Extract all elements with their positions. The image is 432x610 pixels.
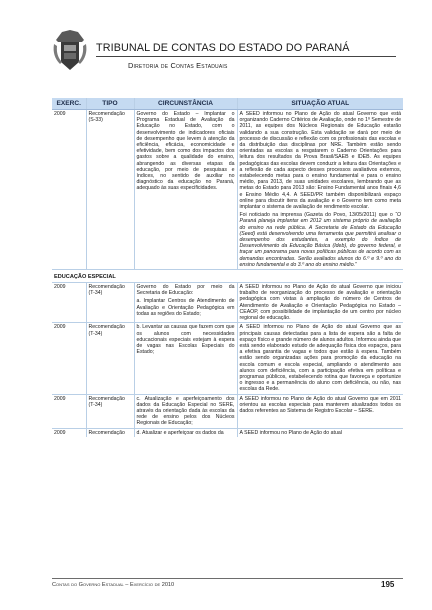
footer-divider	[52, 578, 403, 579]
column-header-year: EXERC.	[52, 98, 86, 110]
cell-type: Recomendação (T-34)	[86, 283, 134, 323]
page-number: 195	[381, 580, 395, 589]
cell-circumstance: b. Levantar as causas que fazem com que os alunos com necessidades educacionais especiais estejam à espera de vagas nas Escolas Especiais do Estado;	[134, 323, 237, 394]
organization-title: TRIBUNAL DE CONTAS DO ESTADO DO PARANÁ	[96, 42, 350, 54]
cell-type: Recomendação (S-33)	[86, 110, 134, 270]
cell-situation: A SEED informou no Plano de Ação do atual Governo que iniciou trabalho de reorganização do processo de avaliação e orientação pedagógica com vistas à ampliação do número de Centros de Atendimento de Avaliação e Orientação Pedagógica no Estado – CEAOP, com possibilidade de implantação de um centro por núcleo regional de educação.	[237, 283, 403, 323]
section-heading-row	[52, 270, 403, 283]
cell-type: Recomendação (T-34)	[86, 323, 134, 394]
situation-paragraph	[240, 212, 402, 268]
circumstance-paragraph: a. Implantar Centros de Atendimento de Avaliação e Orientação Pedagógica em todas as regiões do Estado;	[136, 298, 235, 317]
cell-circumstance	[134, 283, 237, 323]
column-header-type: TIPO	[86, 98, 134, 110]
table-row	[52, 394, 403, 428]
section-heading: EDUCAÇÃO ESPECIAL	[52, 270, 403, 283]
column-header-situation: SITUAÇÃO ATUAL	[237, 98, 403, 110]
table-row	[52, 428, 403, 437]
cell-year: 2009	[52, 283, 86, 323]
table-row	[52, 283, 403, 323]
press-note-lead: Foi noticiado na imprensa (Gazeta do Povo, 13/05/2011) que o	[239, 212, 393, 219]
cell-situation: A SEED informou no Plano de Ação do atual Governo que em 2011 orientou as escolas especiais para manterem atualizados todos os dados referentes ao Sistema de Registro Escolar – SERE.	[237, 394, 403, 428]
recommendations-table	[52, 98, 403, 437]
cell-circumstance: c. Atualização e aperfeiçoamento dos dados da Educação Especial no SERE, através da orientação dada às escolas da rede de ensino pelos dos Núcleos Regionais de Educação;	[134, 394, 237, 428]
press-quote: “O Paraná planeja implantar em 2012 um sistema próprio de avaliação do ensino na rede pública. A Secretaria de Estado da Educação (Seed) está desenvolvendo uma ferramenta que permitirá analisar o desempenho dos estudantes, a exemplo do Índice de Desenvolvimento da Educação Básica (Ideb), do governo federal, e traçar um panorama para novas políticas públicas de acordo com as demandas encontradas. Serão avaliados alunos do 6.º e 9.º ano do ensino fundamental e do 3.º ano do ensino médio.”	[239, 212, 401, 268]
column-header-circumstance: CIRCUNSTÂNCIA	[134, 98, 237, 110]
cell-situation: A SEED informou no Plano de Ação do atual Governo que as principais causas detectadas para a lista de espera são a falta de espaço físico e grande número de alunos adultos. Informou ainda que está sendo elaborado estudo de adequação física dos espaços, para a efetiva garantia de vagas e todos que estão à espera. Também estão sendo organizadas ações para promoção da educação na escola comum e escola especial, ampliando o atendimento aos alunos com deficiência, com a participação efetiva em políticas e programas públicos, estabelecendo rotina que favoreça e oportunize o ingresso e a permanência do aluno com deficiência, ou não, nas escolas da Rede.	[237, 323, 403, 394]
cell-year: 2009	[52, 323, 86, 394]
cell-year: 2009	[52, 428, 86, 437]
cell-type: Recomendação	[86, 428, 134, 437]
state-coat-of-arms-icon	[52, 30, 88, 72]
department-subtitle: Diretoria de Contas Estaduais	[128, 61, 228, 70]
table-row	[52, 323, 403, 394]
table-row	[52, 110, 403, 270]
cell-situation	[237, 110, 403, 270]
cell-situation: A SEED informou no Plano de Ação do atual	[239, 429, 342, 436]
footer-report-title: Contas do Governo Estadual – Exercício de 2010	[52, 582, 175, 588]
header-divider	[96, 56, 396, 57]
cell-year: 2009	[52, 110, 86, 270]
cell-circumstance: Governo do Estado – Implantar o Programa Estadual de Avaliação da Educação no Estado, com o desenvolvimento de indicadores oficiais de desempenho que levem à atenção da eficiência, eficácia, economicidade e efetividade, bem como dos impactos dos gastos sobre a qualidade do ensino, abrangendo as diversas etapas da educação, por meio de pesquisas e índices, no sentido de auxiliar no diagnóstico da educação no Paraná, adequado às suas especificidades.	[134, 110, 237, 270]
page-header	[0, 0, 432, 86]
table-header-row	[52, 98, 403, 110]
cell-year: 2009	[52, 394, 86, 428]
situation-paragraph: A SEED informou no Plano de Ação do atual Governo que está organizando Caderno Critérios de Avaliação, onde no 1º Semestre de 2011, as equipes dos Núcleos Regionais de Educação estarão validando a sua construção. Esta validação se dará por meio de processo de discussão e reflexão com os profissionais das escolas e da distribuição das disciplinas por NRE. Também estão sendo orientadas as escolas a resgatarem o Caderno Orientações para leitura dos resultados da Prova Brasil/SAEB e IDEB. As equipes pedagógicas das escolas devem conduzir a leitura das Orientações e a reflexão de cada aspecto desses processos avaliativos externos, estabelecendo metas para o ensino fundamental e para o ensino médio, para 2013, de suas unidades escolares, lembrando que as metas do Estado para 2013 são: Ensino Fundamental anos finais 4,6 e Ensino Médio 4,4. A SEED/PR também disponibilizará espaço online para discutir itens da avaliação e o Governo tem como meta implantar o sistema de avaliação de rendimento escolar.	[239, 111, 401, 211]
cell-circumstance: d. Atualizar e aperfeiçoar os dados da	[134, 428, 237, 437]
cell-type: Recomendação (T-34)	[86, 394, 134, 428]
circumstance-paragraph: Governo do Estado por meio da Secretaria de Educação:	[136, 284, 235, 297]
